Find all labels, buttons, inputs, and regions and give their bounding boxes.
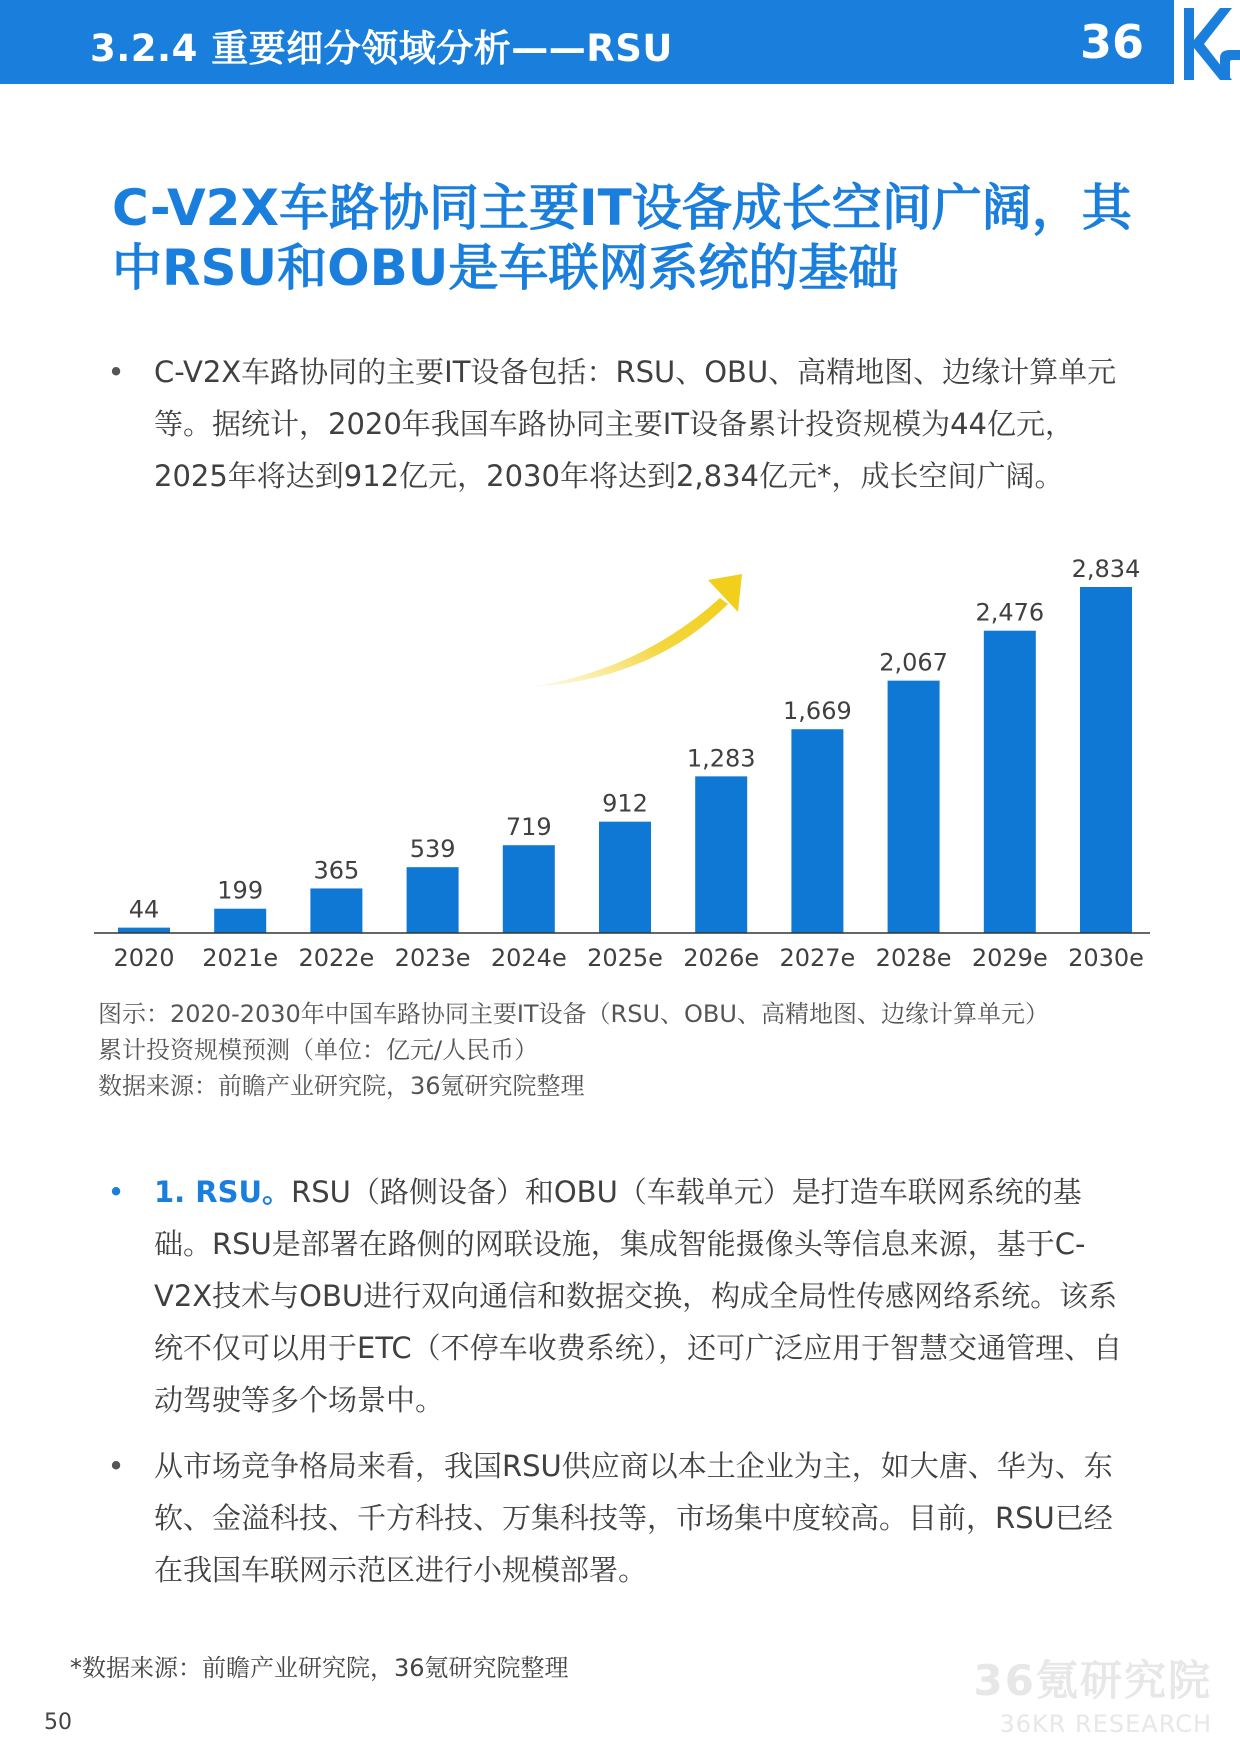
chart-caption xyxy=(98,996,1158,1104)
watermark-cn: 36氪研究院 xyxy=(973,1656,1212,1705)
tick-label-2026e: 2026e xyxy=(683,944,760,972)
value-label-2029e: 2,476 xyxy=(975,598,1045,627)
watermark-en: 36KR RESEARCH xyxy=(999,1710,1212,1738)
footnote: *数据来源：前瞻产业研究院，36氪研究院整理 xyxy=(70,1654,569,1682)
bar-2020 xyxy=(118,928,170,933)
tick-label-2022e: 2022e xyxy=(298,944,375,972)
value-label-2026e: 1,283 xyxy=(686,744,756,773)
tick-label-2020: 2020 xyxy=(113,944,175,972)
bar-2030e xyxy=(1080,587,1132,933)
36kr-logo xyxy=(1070,0,1240,84)
market-bullet xyxy=(106,1440,1136,1596)
value-label-2023e: 539 xyxy=(409,835,456,864)
bullet-dot: • xyxy=(107,1449,125,1483)
bar-2023e xyxy=(407,867,459,933)
value-label-2021e: 199 xyxy=(217,876,264,905)
svg-text:36: 36 xyxy=(1080,15,1145,69)
bar-2022e xyxy=(310,888,362,933)
caption-line-3: 数据来源：前瞻产业研究院，36氪研究院整理 xyxy=(98,1072,585,1100)
bar-2021e xyxy=(214,909,266,933)
value-label-2028e: 2,067 xyxy=(879,648,948,677)
headline-line-1: C-V2X车路协同主要IT设备成长空间广阔，其 xyxy=(112,179,1132,237)
header-bar xyxy=(0,0,1240,84)
bullet-dot: • xyxy=(107,355,125,389)
page-number: 50 xyxy=(44,1710,72,1735)
value-label-2027e: 1,669 xyxy=(783,697,852,726)
bar-2029e xyxy=(984,631,1036,933)
investment-bar-chart xyxy=(80,540,1170,980)
headline-line-2: 中RSU和OBU是车联网系统的基础 xyxy=(112,239,899,297)
bullet-dot: • xyxy=(107,1175,125,1209)
value-label-2024e: 719 xyxy=(505,813,552,842)
rsu-body: RSU（路侧设备）和OBU（车载单元）是打造车联网系统的基础。RSU是部署在路侧的网联设施，集成智能摄像头等信息来源，基于C-V2X技术与OBU进行双向通信和数据交换，构成全局性传感网络系统。该系统不仅可以用于ETC（不停车收费系统），还可广泛应用于智慧交通管理、自动驾驶等多个场景中。 xyxy=(154,1175,1123,1417)
bar-2025e xyxy=(599,822,651,933)
watermark xyxy=(974,1648,1212,1738)
caption-line-1: 图示：2020-2030年中国车路协同主要IT设备（RSU、OBU、高精地图、边缘计算单元） xyxy=(98,1000,1049,1028)
market-bullet-text: 从市场竞争格局来看，我国RSU供应商以本土企业为主，如大唐、华为、东软、金溢科技、千方科技、万集科技等，市场集中度较高。目前，RSU已经在我国车联网示范区进行小规模部署。 xyxy=(154,1449,1113,1587)
bar-2027e xyxy=(791,729,843,933)
bar-2026e xyxy=(695,776,747,933)
value-label-2022e: 365 xyxy=(313,856,360,885)
rsu-bullet xyxy=(106,1166,1136,1426)
tick-label-2028e: 2028e xyxy=(875,944,952,972)
rsu-bullet-text xyxy=(154,1166,1136,1426)
headline xyxy=(112,178,1152,298)
tick-label-2030e: 2030e xyxy=(1068,944,1144,972)
trend-arrow xyxy=(530,574,742,687)
logo-mark-block xyxy=(1174,0,1240,84)
caption-line-2: 累计投资规模预测（单位：亿元/人民币） xyxy=(98,1036,539,1064)
intro-bullet xyxy=(106,346,1136,502)
bar-2028e xyxy=(888,681,940,933)
tick-label-2025e: 2025e xyxy=(587,944,663,972)
tick-label-2024e: 2024e xyxy=(490,944,567,972)
section-title: 3.2.4 重要细分领域分析——RSU xyxy=(90,27,673,70)
tick-label-2027e: 2027e xyxy=(779,944,856,972)
tick-label-2023e: 2023e xyxy=(394,944,471,972)
rsu-lead: 1. RSU。 xyxy=(154,1175,292,1209)
intro-bullet-text: C-V2X车路协同的主要IT设备包括：RSU、OBU、高精地图、边缘计算单元等。据统计，2020年我国车路协同主要IT设备累计投资规模为44亿元，2025年将达到912亿元，2030年将达到2,834亿元*，成长空间广阔。 xyxy=(154,355,1117,493)
tick-label-2029e: 2029e xyxy=(971,944,1048,972)
value-label-2025e: 912 xyxy=(602,789,648,818)
tick-label-2021e: 2021e xyxy=(202,944,279,972)
bar-2024e xyxy=(503,845,555,933)
value-label-2030e: 2,834 xyxy=(1071,555,1141,583)
value-label-2020: 44 xyxy=(128,895,160,924)
